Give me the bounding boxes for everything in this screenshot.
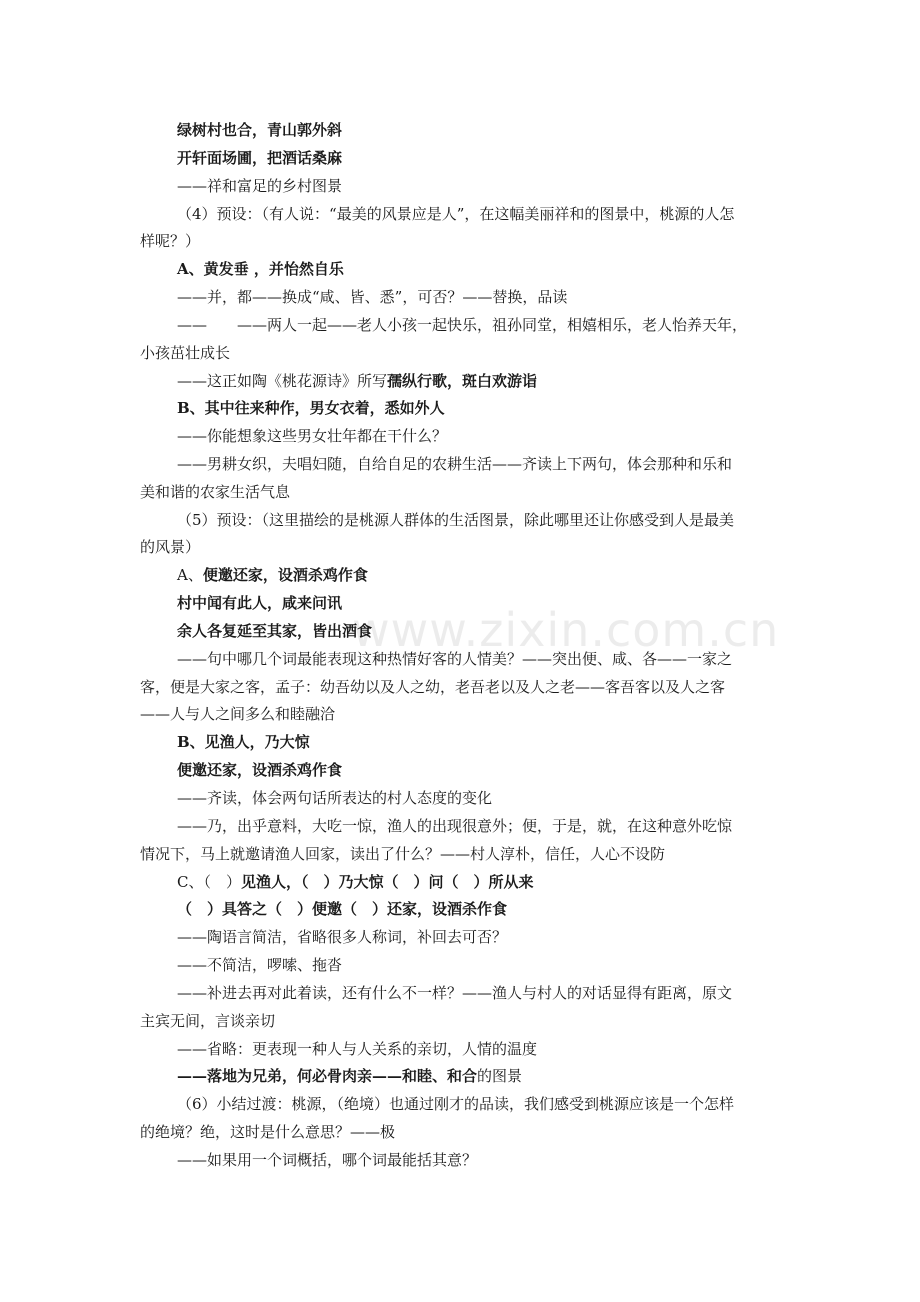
- text-line: [0, 895, 920, 923]
- bold-text: （ ）具答之（ ）便邀（ ）还家，设酒杀作食: [177, 900, 508, 918]
- text-line: [0, 200, 920, 228]
- text-line: [0, 1062, 920, 1090]
- text-line: [0, 617, 920, 645]
- text-line: [0, 422, 920, 450]
- text-span: ——你能想象这些男女壮年都在干什么？: [177, 427, 448, 445]
- text-span: ——陶语言简洁，省略很多人称词，补回去可否？: [177, 928, 508, 946]
- text-line: [0, 589, 920, 617]
- text-span: ——人与人之间多么和睦融洽: [140, 705, 336, 723]
- text-span: C、（ ）: [177, 873, 241, 891]
- text-line: [0, 255, 920, 283]
- text-line: [0, 367, 920, 395]
- text-line: [0, 979, 920, 1007]
- bold-text: B、其中往来种作，男女衣着，悉如外人: [177, 399, 445, 417]
- text-line: [0, 645, 920, 673]
- text-line: [0, 784, 920, 812]
- bold-text: 见渔人，（ ）乃大惊（ ）问（ ）所从来: [240, 873, 534, 891]
- text-line: [0, 1090, 920, 1118]
- watermark: www.zixin.com.cn: [352, 603, 780, 657]
- text-line: [0, 394, 920, 422]
- text-line: [0, 450, 920, 478]
- text-line: [0, 116, 920, 144]
- text-line: [0, 1035, 920, 1063]
- text-span: ——补进去再对此着读，还有什么不一样？——渔人与村人的对话显得有距离，原文: [177, 984, 733, 1002]
- text-line: [0, 840, 920, 868]
- bold-text: ——落地为兄弟，何必骨肉亲——和睦、和合: [177, 1067, 478, 1085]
- text-line: [0, 478, 920, 506]
- text-line: [0, 1146, 920, 1174]
- text-span: （5）预设：（这里描绘的是桃源人群体的生活图景，除此哪里还让你感受到人是最美: [177, 511, 735, 529]
- bold-text: 便邀还家，设酒杀鸡作食: [177, 761, 343, 779]
- bold-text: A、黄发垂 ，并怡然自乐: [177, 260, 344, 278]
- text-line: [0, 951, 920, 979]
- text-span: 主宾无间，言谈亲切: [140, 1012, 276, 1030]
- bold-text: 开轩面场圃，把酒话桑麻: [177, 149, 343, 167]
- text-span: 的绝境？绝，这时是什么意思？——极: [140, 1123, 396, 1141]
- text-span: ——并，都——换成“咸、皆、悉”，可否？——替换，品读: [177, 288, 568, 306]
- bold-text: 孺纵行歌，斑白欢游诣: [387, 372, 538, 390]
- text-span: ——齐读，体会两句话所表达的村人态度的变化: [177, 789, 493, 807]
- text-span: 美和谐的农家生活气息: [140, 483, 291, 501]
- text-line: [0, 868, 920, 896]
- text-span: ——乃，出乎意料，大吃一惊，渔人的出现很意外；便，于是，就，在这种意外吃惊: [177, 817, 733, 835]
- text-line: [0, 506, 920, 534]
- bold-text: 余人各复延至其家，皆出酒食: [177, 622, 373, 640]
- text-span: 小孩茁壮成长: [140, 344, 231, 362]
- text-span: ——男耕女织，夫唱妇随，自给自足的农耕生活——齐读上下两句，体会那种和乐和: [177, 455, 733, 473]
- text-line: [0, 700, 920, 728]
- text-span: ——句中哪几个词最能表现这种热情好客的人情美？——突出便、咸、各——一家之: [177, 650, 733, 668]
- bold-text: 村中闻有此人，咸来问讯: [177, 594, 343, 612]
- text-line: [0, 1007, 920, 1035]
- text-line: [0, 923, 920, 951]
- text-span: 的风景）: [140, 538, 201, 556]
- text-span: ——不简洁，啰嗦、拖沓: [177, 956, 343, 974]
- text-span: ——祥和富足的乡村图景: [177, 177, 343, 195]
- bold-text: 便邀还家，设酒杀鸡作食: [202, 566, 368, 584]
- text-span: 样呢？）: [140, 232, 201, 250]
- text-line: [0, 311, 920, 339]
- text-span: 情况下，马上就邀请渔人回家，读出了什么？——村人淳朴，信任，人心不设防: [140, 845, 666, 863]
- text-line: [0, 812, 920, 840]
- text-line: [0, 728, 920, 756]
- text-line: [0, 673, 920, 701]
- text-line: [0, 283, 920, 311]
- text-line: [0, 533, 920, 561]
- text-span: 客，便是大家之客，孟子：幼吾幼以及人之幼，老吾老以及人之老——客吾客以及人之客: [140, 678, 726, 696]
- text-line: [0, 561, 920, 589]
- text-span: A、: [177, 566, 203, 584]
- text-span: ——如果用一个词概括，哪个词最能括其意？: [177, 1151, 478, 1169]
- bold-text: B、见渔人，乃大惊: [177, 733, 310, 751]
- bold-text: 绿树村也合，青山郭外斜: [177, 121, 343, 139]
- text-span: ——这正如陶《桃花源诗》所写: [177, 372, 388, 390]
- text-span: （6）小结过渡：桃源，（绝境）也通过刚才的品读，我们感受到桃源应该是一个怎样: [177, 1095, 735, 1113]
- text-line: [0, 1118, 920, 1146]
- text-line: [0, 144, 920, 172]
- text-span: —— ——两人一起——老人小孩一起快乐，祖孙同堂，相嬉相乐，老人怡养天年，: [177, 316, 748, 334]
- text-line: [0, 172, 920, 200]
- text-span: 的图景: [477, 1067, 523, 1085]
- text-span: （4）预设：（有人说：“最美的风景应是人”，在这幅美丽祥和的图景中，桃源的人怎: [177, 205, 735, 223]
- text-line: [0, 756, 920, 784]
- text-span: ——省略：更表现一种人与人关系的亲切，人情的温度: [177, 1040, 538, 1058]
- text-line: [0, 339, 920, 367]
- text-line: [0, 227, 920, 255]
